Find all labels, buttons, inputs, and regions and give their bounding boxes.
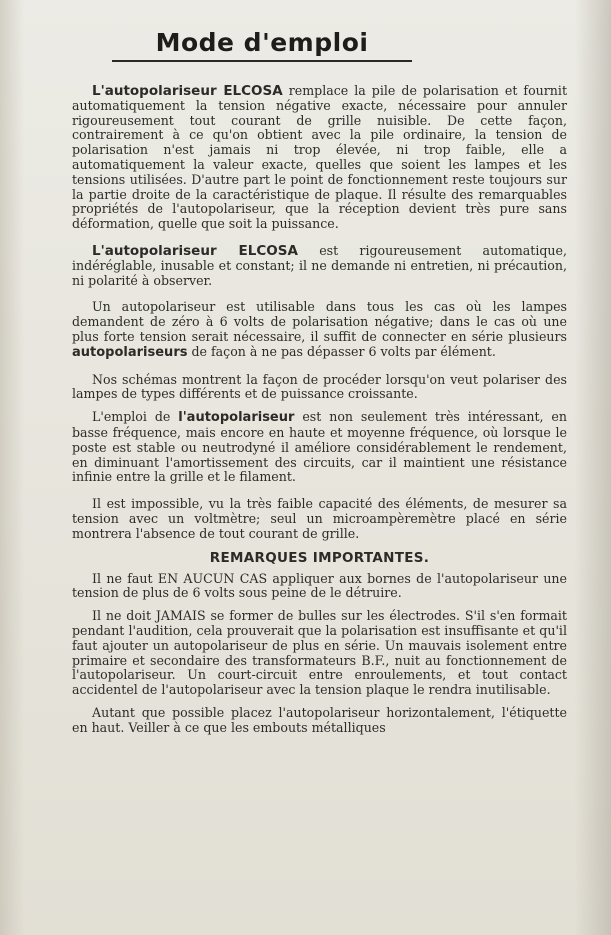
paragraph-text: Il ne doit JAMAIS se former de bulles sur les électrodes. S'il s'en formait pendant l'audition, cela prouverait que la polarisation est insuffisante et qu'il faut ajouter un autopolariseur de plus en série. Un mauvais isolement entre primaire et secondaire des transformateurs B.F., nuit au fonctionnement de l'autopolariseur. Un court-circuit entre enroulements, et tout contact accidentel de l'autopolariseur avec la tension plaque le rendra inutilisable. xyxy=(72,608,567,698)
paragraph-text: Nos schémas montrent la façon de procéder lorsqu'on veut polariser des lampes de types différents et de puissance croissante. xyxy=(72,371,567,402)
section-heading: REMARQUES IMPORTANTES. xyxy=(209,549,430,566)
paragraph-warning-voltage xyxy=(72,572,567,602)
paragraph-text: L'emploi de xyxy=(92,409,179,425)
paragraph-usage xyxy=(72,300,567,360)
paragraph-intro xyxy=(72,84,567,232)
paragraph-text: est rigoureusement automatique, indéréglable, inusable et constant; il ne demande ni entretien, ni précaution, ni polarité à observer. xyxy=(72,242,567,288)
paragraph-properties xyxy=(72,244,567,288)
emphasis-term: l'autopolariseur xyxy=(178,410,295,426)
page-title: Mode d'emploi xyxy=(112,28,412,62)
paragraph-text: Un autopolariseur est utilisable dans tous les cas où les lampes demandent de zéro à 6 volts de polarisation négative; dans le cas où une plus forte tension serait nécessaire, il suffit de connecter en série plusieurs xyxy=(72,299,567,344)
paragraph-placement xyxy=(72,706,567,736)
paragraph-schemas xyxy=(72,373,567,403)
paragraph-warning-bubbles xyxy=(72,609,567,698)
paragraph-text: est non seulement très intéressant, en basse fréquence, mais encore en haute et moyenne fréquence, où lorsque le poste est stable ou neutrodyné il améliore considérablement le rendement, en diminuant l'amortissement des circuits, car il maintient une résistance infinie entre la grille et le filament. xyxy=(72,409,567,485)
paragraph-measurement xyxy=(72,497,567,541)
paragraph-text: remplace la pile de polarisation et fournit automatiquement la tension négative exacte, nécessaire pour annuler rigoureusement tout courant de grille nuisible. De cette façon, contrairement à ce qu'on obtient avec la pile ordinaire, la tension de polarisation n'est jamais ni trop élevée, ni trop faible, elle a automatiquement la valeur exacte, quelles que soient les lampes et les tensions utilisées. D'autre part le point de fonctionnement reste toujours sur la partie droite de la caractéristique de plaque. Il résulte des remarquables propriétés de l'autopolariseur, que la réception devient très pure sans déformation, quelle que soit la puissance. xyxy=(72,83,568,232)
product-name: L'autopolariseur ELCOSA xyxy=(92,242,298,259)
paragraph-text: Autant que possible placez l'autopolariseur horizontalement, l'étiquette en haut. Veiller à ce que les embouts métalliques xyxy=(72,704,567,735)
paragraph-text: Il ne faut EN AUCUN CAS appliquer aux bornes de l'autopolariseur une tension de plus de 6 volts sous peine de le détruire. xyxy=(72,570,567,601)
paragraph-frequency xyxy=(72,410,567,485)
product-name: L'autopolariseur ELCOSA xyxy=(92,83,283,99)
paragraph-text: de façon à ne pas dépasser 6 volts par élément. xyxy=(187,343,496,359)
paragraph-text: Il est impossible, vu la très faible capacité des éléments, de mesurer sa tension avec un voltmètre; seul un microampèremètre placé en série montrera l'absence de tout courant de grille. xyxy=(72,496,567,541)
emphasis-term: autopolariseurs xyxy=(72,344,188,360)
